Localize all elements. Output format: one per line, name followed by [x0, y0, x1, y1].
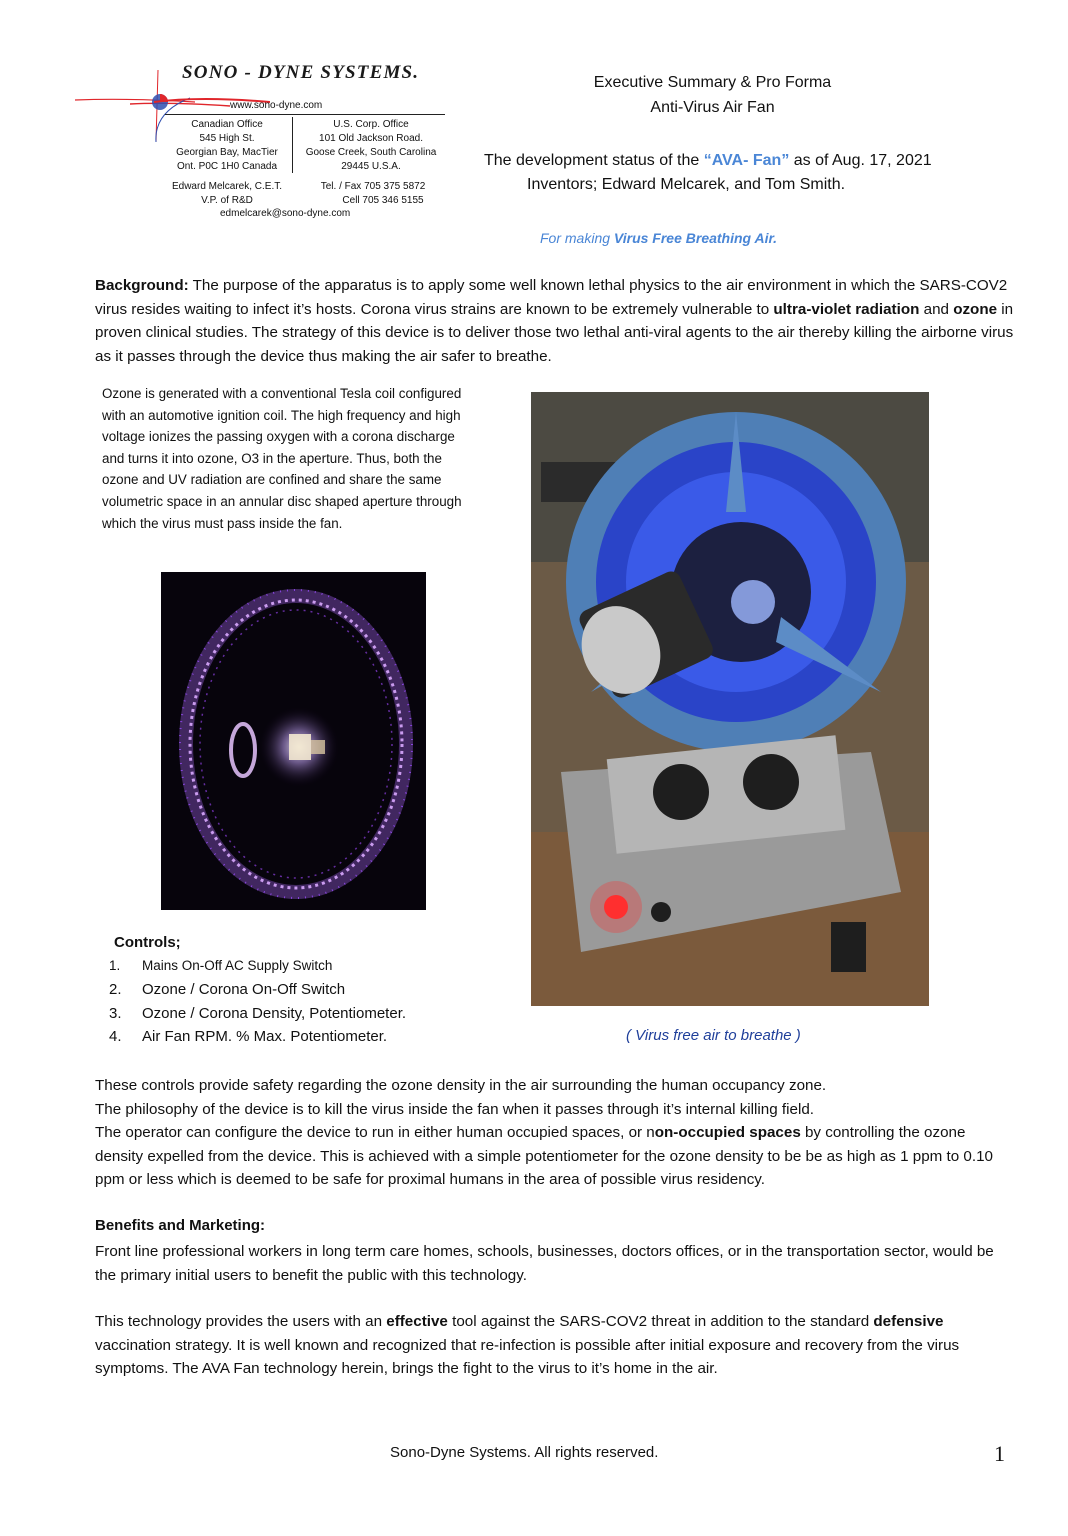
- ozone-description: Ozone is generated with a conventional Tesla coil configured with an automotive ignition coil. The high frequency and high voltage ionizes the passing oxygen with a corona discharge and turns it into ozone, O3 in the aperture. Thus, both the ozone and UV radiation are confined and share the same volumetric space in an annular disc shaped aperture through which the virus must pass inside the fan.: [102, 386, 462, 531]
- background-paragraph: Background: The purpose of the apparatus is to apply some well known lethal physics to the air environment in which the SARS-COV2 virus resides waiting to infect it’s hosts. Corona virus strains are known to be extremely vulnerable to ultra-violet radiation and ozone in proven clinical studies. The strategy of this device is to deliver those two lethal anti-viral agents to the air thereby killing the airborne virus as it passes through the device thus making the air safer to breathe.: [95, 277, 1014, 365]
- page-number: 1: [994, 1441, 1005, 1466]
- contact-name: Edward Melcarek, C.E.T. V.P. of R&D: [171, 181, 283, 206]
- tagline: For making Virus Free Breathing Air.: [540, 230, 778, 246]
- corona-discharge-photo: [161, 572, 426, 910]
- benefits-paragraph: Front line professional workers in long term care homes, schools, businesses, doctors offices, or in the transportation sector, would be the primary initial users to benefit the public with this technology.: [95, 1243, 994, 1284]
- photo-caption: ( Virus free air to breathe ): [626, 1027, 801, 1044]
- inventors: Inventors; Edward Melcarek, and Tom Smith.: [527, 176, 846, 193]
- canadian-office-address: Canadian Office 545 High St. Georgian Bay, MacTier Ont. P0C 1H0 Canada: [176, 119, 278, 172]
- controls-heading: Controls;: [114, 934, 181, 951]
- controls-safety-paragraph: These controls provide safety regarding the ozone density in the air surrounding the human occupancy zone. The philosophy of the device is to kill the virus inside the fan when it passes through it’s internal killing field. The operator can configure the device to run in either human occupied spaces, or non-occupied spaces by controlling the ozone density expelled from the device. This is achieved with a simple potentiometer for the ozone density to be be as high as 1 ppm to 0.10 ppm or less which is deemed to be safe for proximal humans in the area of possible virus residency.: [95, 1077, 993, 1188]
- letterhead: [70, 62, 460, 232]
- list-item: 4. Air Fan RPM. % Max. Potentiometer.: [109, 1028, 388, 1045]
- ava-fan-photo: [531, 392, 929, 1006]
- document-title: Executive Summary & Pro Forma: [593, 74, 832, 91]
- list-item: 1. Mains On-Off AC Supply Switch: [109, 958, 333, 973]
- contact-email[interactable]: edmelcarek@sono-dyne.com: [220, 208, 351, 219]
- technology-paragraph: This technology provides the users with an effective tool against the SARS-COV2 threat in addition to the standard defensive vaccination strategy. It is well known and recognized that re-infection is possible after initial exposure and recovery from the virus symptoms. The AVA Fan technology herein, brings the fight to the virus to it’s home in the air.: [95, 1313, 960, 1377]
- development-status: The development status of the “AVA- Fan” as of Aug. 17, 2021: [484, 152, 932, 169]
- us-office-address: U.S. Corp. Office 101 Old Jackson Road. Goose Creek, South Carolina 29445 U.S.A.: [305, 119, 437, 172]
- contact-phone: Tel. / Fax 705 375 5872 Cell 705 346 5155: [320, 181, 426, 206]
- footer-copyright: Sono-Dyne Systems. All rights reserved.: [390, 1444, 659, 1461]
- document-subtitle: Anti-Virus Air Fan: [650, 99, 775, 116]
- company-name: SONO - DYNE SYSTEMS.: [182, 62, 420, 83]
- benefits-heading: Benefits and Marketing:: [95, 1217, 266, 1234]
- divider: [292, 117, 293, 173]
- divider: [165, 114, 445, 115]
- list-item: 2. Ozone / Corona On-Off Switch: [109, 981, 346, 998]
- company-website[interactable]: www.sono-dyne.com: [230, 100, 323, 111]
- list-item: 3. Ozone / Corona Density, Potentiometer.: [109, 1005, 407, 1022]
